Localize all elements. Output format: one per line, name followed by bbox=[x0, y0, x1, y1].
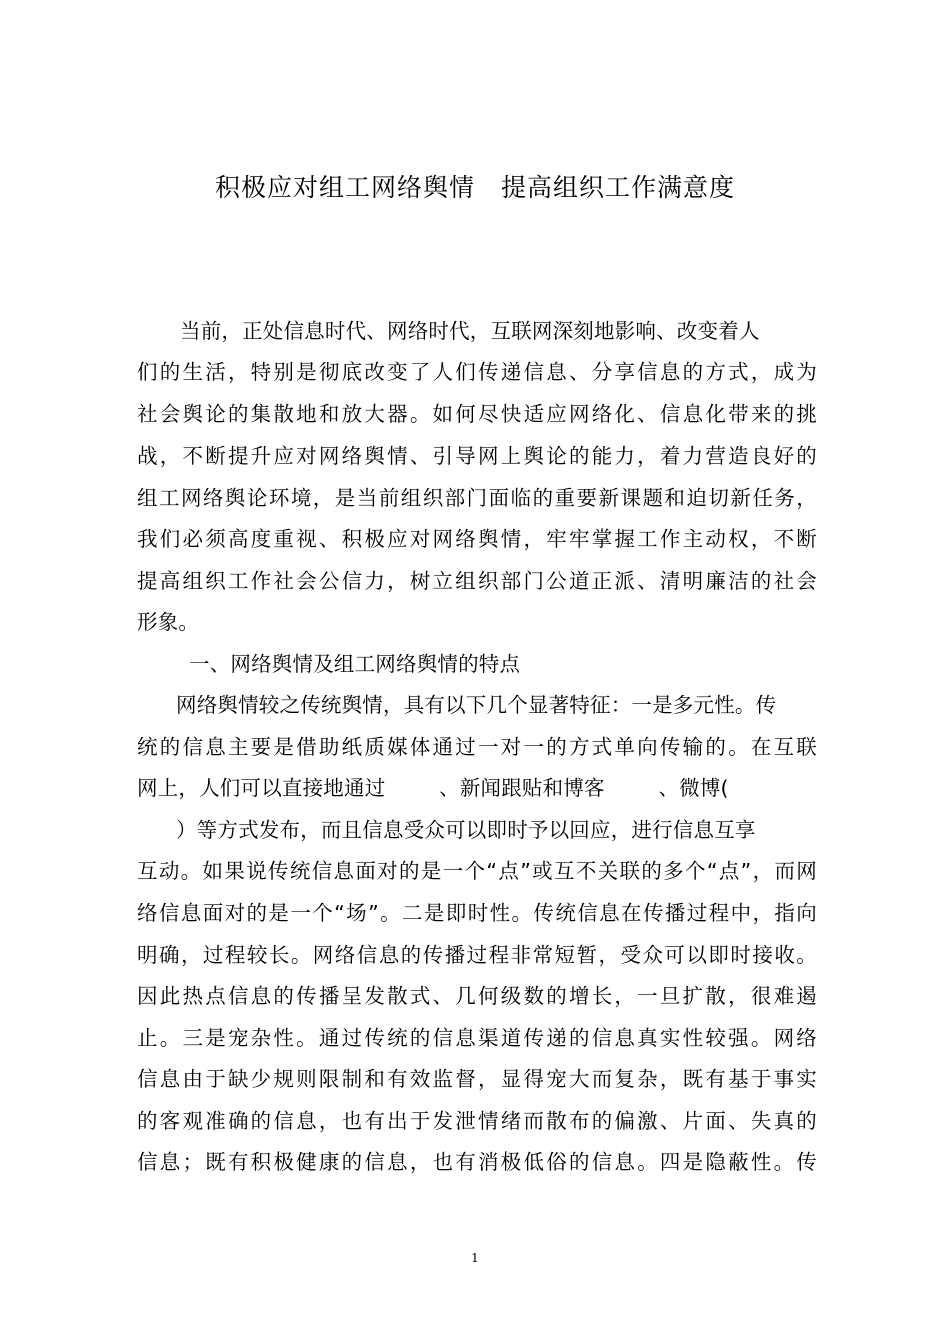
paragraph-line: 形象。 bbox=[137, 610, 200, 634]
paragraph-line: 统的信息主要是借助纸质媒体通过一对一的方式单向传输的。在互联 bbox=[137, 735, 817, 759]
paragraph-line: 当前，正处信息时代、网络时代，互联网深刻地影响、改变着人 bbox=[180, 319, 760, 343]
paragraph-line: 信息由于缺少规则限制和有效监督，显得宠大而复杂，既有基于事实 bbox=[137, 1067, 817, 1091]
paragraph-line: 互动。如果说传统信息面对的是一个“点”或互不关联的多个“点”，而网 bbox=[137, 859, 817, 883]
paragraph-line: 的客观准确的信息，也有出于发泄情绪而散布的偏激、片面、失真的 bbox=[137, 1109, 817, 1133]
paragraph-line: 信息；既有积极健康的信息，也有消极低俗的信息。四是隐蔽性。传 bbox=[137, 1150, 817, 1174]
document-title: 积极应对组工网络舆情 提高组织工作满意度 bbox=[214, 173, 735, 202]
paragraph-line: 网上，人们可以直接地通过 、新闻跟贴和博客 、微博( bbox=[137, 776, 729, 800]
paragraph-line: 战，不断提升应对网络舆情、引导网上舆论的能力，着力营造良好的 bbox=[137, 444, 817, 468]
paragraph-line: 因此热点信息的传播呈发散式、几何级数的增长，一旦扩散，很难遏 bbox=[137, 984, 817, 1008]
paragraph-line: 止。三是宠杂性。通过传统的信息渠道传递的信息真实性较强。网络 bbox=[137, 1026, 817, 1050]
paragraph-line: 网络舆情较之传统舆情，具有以下几个显著特征：一是多元性。传 bbox=[176, 693, 777, 717]
paragraph-line: ）等方式发布，而且信息受众可以即时予以回应，进行信息互享 bbox=[176, 818, 756, 842]
paragraph-line: 社会舆论的集散地和放大器。如何尽快适应网络化、信息化带来的挑 bbox=[137, 402, 817, 426]
paragraph-line: 提高组织工作社会公信力，树立组织部门公道正派、清明廉洁的社会 bbox=[137, 569, 817, 593]
paragraph-line: 们的生活，特别是彻底改变了人们传递信息、分享信息的方式，成为 bbox=[137, 360, 817, 384]
page-number: 1 bbox=[471, 1251, 479, 1265]
paragraph-line: 组工网络舆论环境，是当前组织部门面临的重要新课题和迫切新任务， bbox=[137, 486, 817, 510]
paragraph-line: 络信息面对的是一个“场”。二是即时性。传统信息在传播过程中，指向 bbox=[137, 901, 817, 925]
paragraph-line: 我们必须高度重视、积极应对网络舆情，牢牢掌握工作主动权，不断 bbox=[137, 527, 817, 551]
paragraph-line: 明确，过程较长。网络信息的传播过程非常短暂，受众可以即时接收。 bbox=[137, 943, 817, 967]
section-heading: 一、网络舆情及组工网络舆情的特点 bbox=[189, 652, 521, 676]
